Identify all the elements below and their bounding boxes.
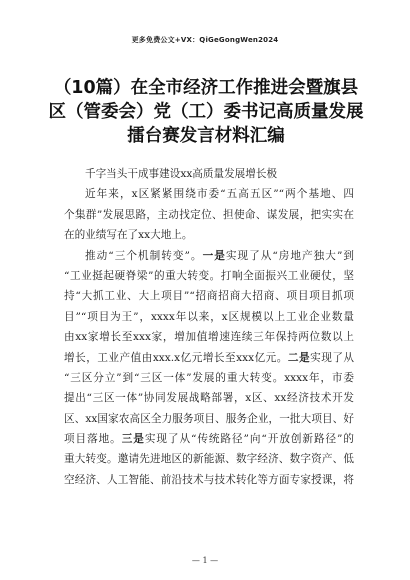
page-number: — 1 — bbox=[191, 556, 219, 565]
body-text: 实现了从 bbox=[310, 351, 354, 364]
body-line bbox=[64, 409, 354, 429]
title-line: （10篇）在全市经济工作推进会暨旗县 bbox=[53, 78, 359, 98]
body-text: 目”“项目为王”，xxxx年以来，x区规模以上工业企业数量 bbox=[64, 310, 354, 323]
body-text: 近年来，x区紧紧围绕市委“五高五区”“两个基地、四 bbox=[85, 188, 354, 201]
body-line bbox=[64, 470, 354, 490]
body-text: 实现了从“房地产独大”到 bbox=[225, 249, 354, 262]
body-text: “工业挺起硬脊梁”的重大转变。打响全面振兴工业硬仗，坚 bbox=[64, 269, 354, 282]
body-text: 空经济、人工智能、前沿技术与技术转化等方面专家授课，将 bbox=[64, 473, 354, 486]
body-text: 推动“三个机制转变”。 bbox=[85, 249, 203, 262]
body-line bbox=[64, 307, 354, 327]
body-line bbox=[64, 225, 354, 245]
header-note: 更多免费公文+VX：QiGeGongWen2024 bbox=[131, 36, 279, 44]
body-line bbox=[64, 266, 354, 286]
body-text: 增长，工业产值由xxx.x亿元增长至xxx亿元。 bbox=[64, 351, 288, 364]
body-text: 个集群”发展思路，主动找定位、担使命、谋发展，把实实在 bbox=[64, 208, 354, 221]
body-line bbox=[64, 368, 354, 388]
body-text: 重大转变。邀请先进地区的新能源、数字经济、数字资产、低 bbox=[64, 453, 354, 466]
body-text: 区、xx国家农高区全力服务项目、服务企业，一批大项目、好 bbox=[64, 412, 354, 425]
document-title bbox=[48, 76, 364, 148]
body-line bbox=[64, 449, 354, 469]
bold-marker: 二是 bbox=[287, 351, 311, 364]
body-text: 在的业绩写在了xx大地上。 bbox=[64, 229, 193, 242]
body-line bbox=[64, 429, 354, 449]
title-line: 擂台赛发言材料汇编 bbox=[127, 126, 285, 146]
body-line bbox=[64, 164, 354, 184]
body-line bbox=[64, 286, 354, 306]
body-text: 持“大抓工业、大上项目”“招商招商大招商、项目项目抓项 bbox=[64, 290, 354, 303]
document-body bbox=[64, 164, 354, 490]
body-line bbox=[64, 348, 354, 368]
body-line bbox=[64, 246, 354, 266]
body-line bbox=[64, 205, 354, 225]
body-text: 实现了从“传统路径”向“开放创新路径”的 bbox=[144, 433, 354, 446]
body-text: 由xx家增长至xxx家，增加值增速连续三年保持两位数以上 bbox=[64, 331, 354, 344]
bold-marker: 三是 bbox=[121, 433, 145, 446]
body-line bbox=[64, 184, 354, 204]
body-text: 项目落地。 bbox=[64, 433, 122, 446]
title-line: 区（管委会）党（工）委书记高质量发展 bbox=[48, 102, 364, 122]
body-line bbox=[64, 388, 354, 408]
body-text: 提出“三区一体”协同发展战略部署，x区、xx经济技术开发 bbox=[64, 392, 354, 405]
body-line bbox=[64, 327, 354, 347]
body-text: “三区分立”到“三区一体”发展的重大转变。xxxx年，市委 bbox=[64, 371, 354, 384]
bold-marker: 一是 bbox=[202, 249, 226, 262]
body-text: 千字当头干成事建设xx高质量发展增长极 bbox=[85, 168, 278, 180]
